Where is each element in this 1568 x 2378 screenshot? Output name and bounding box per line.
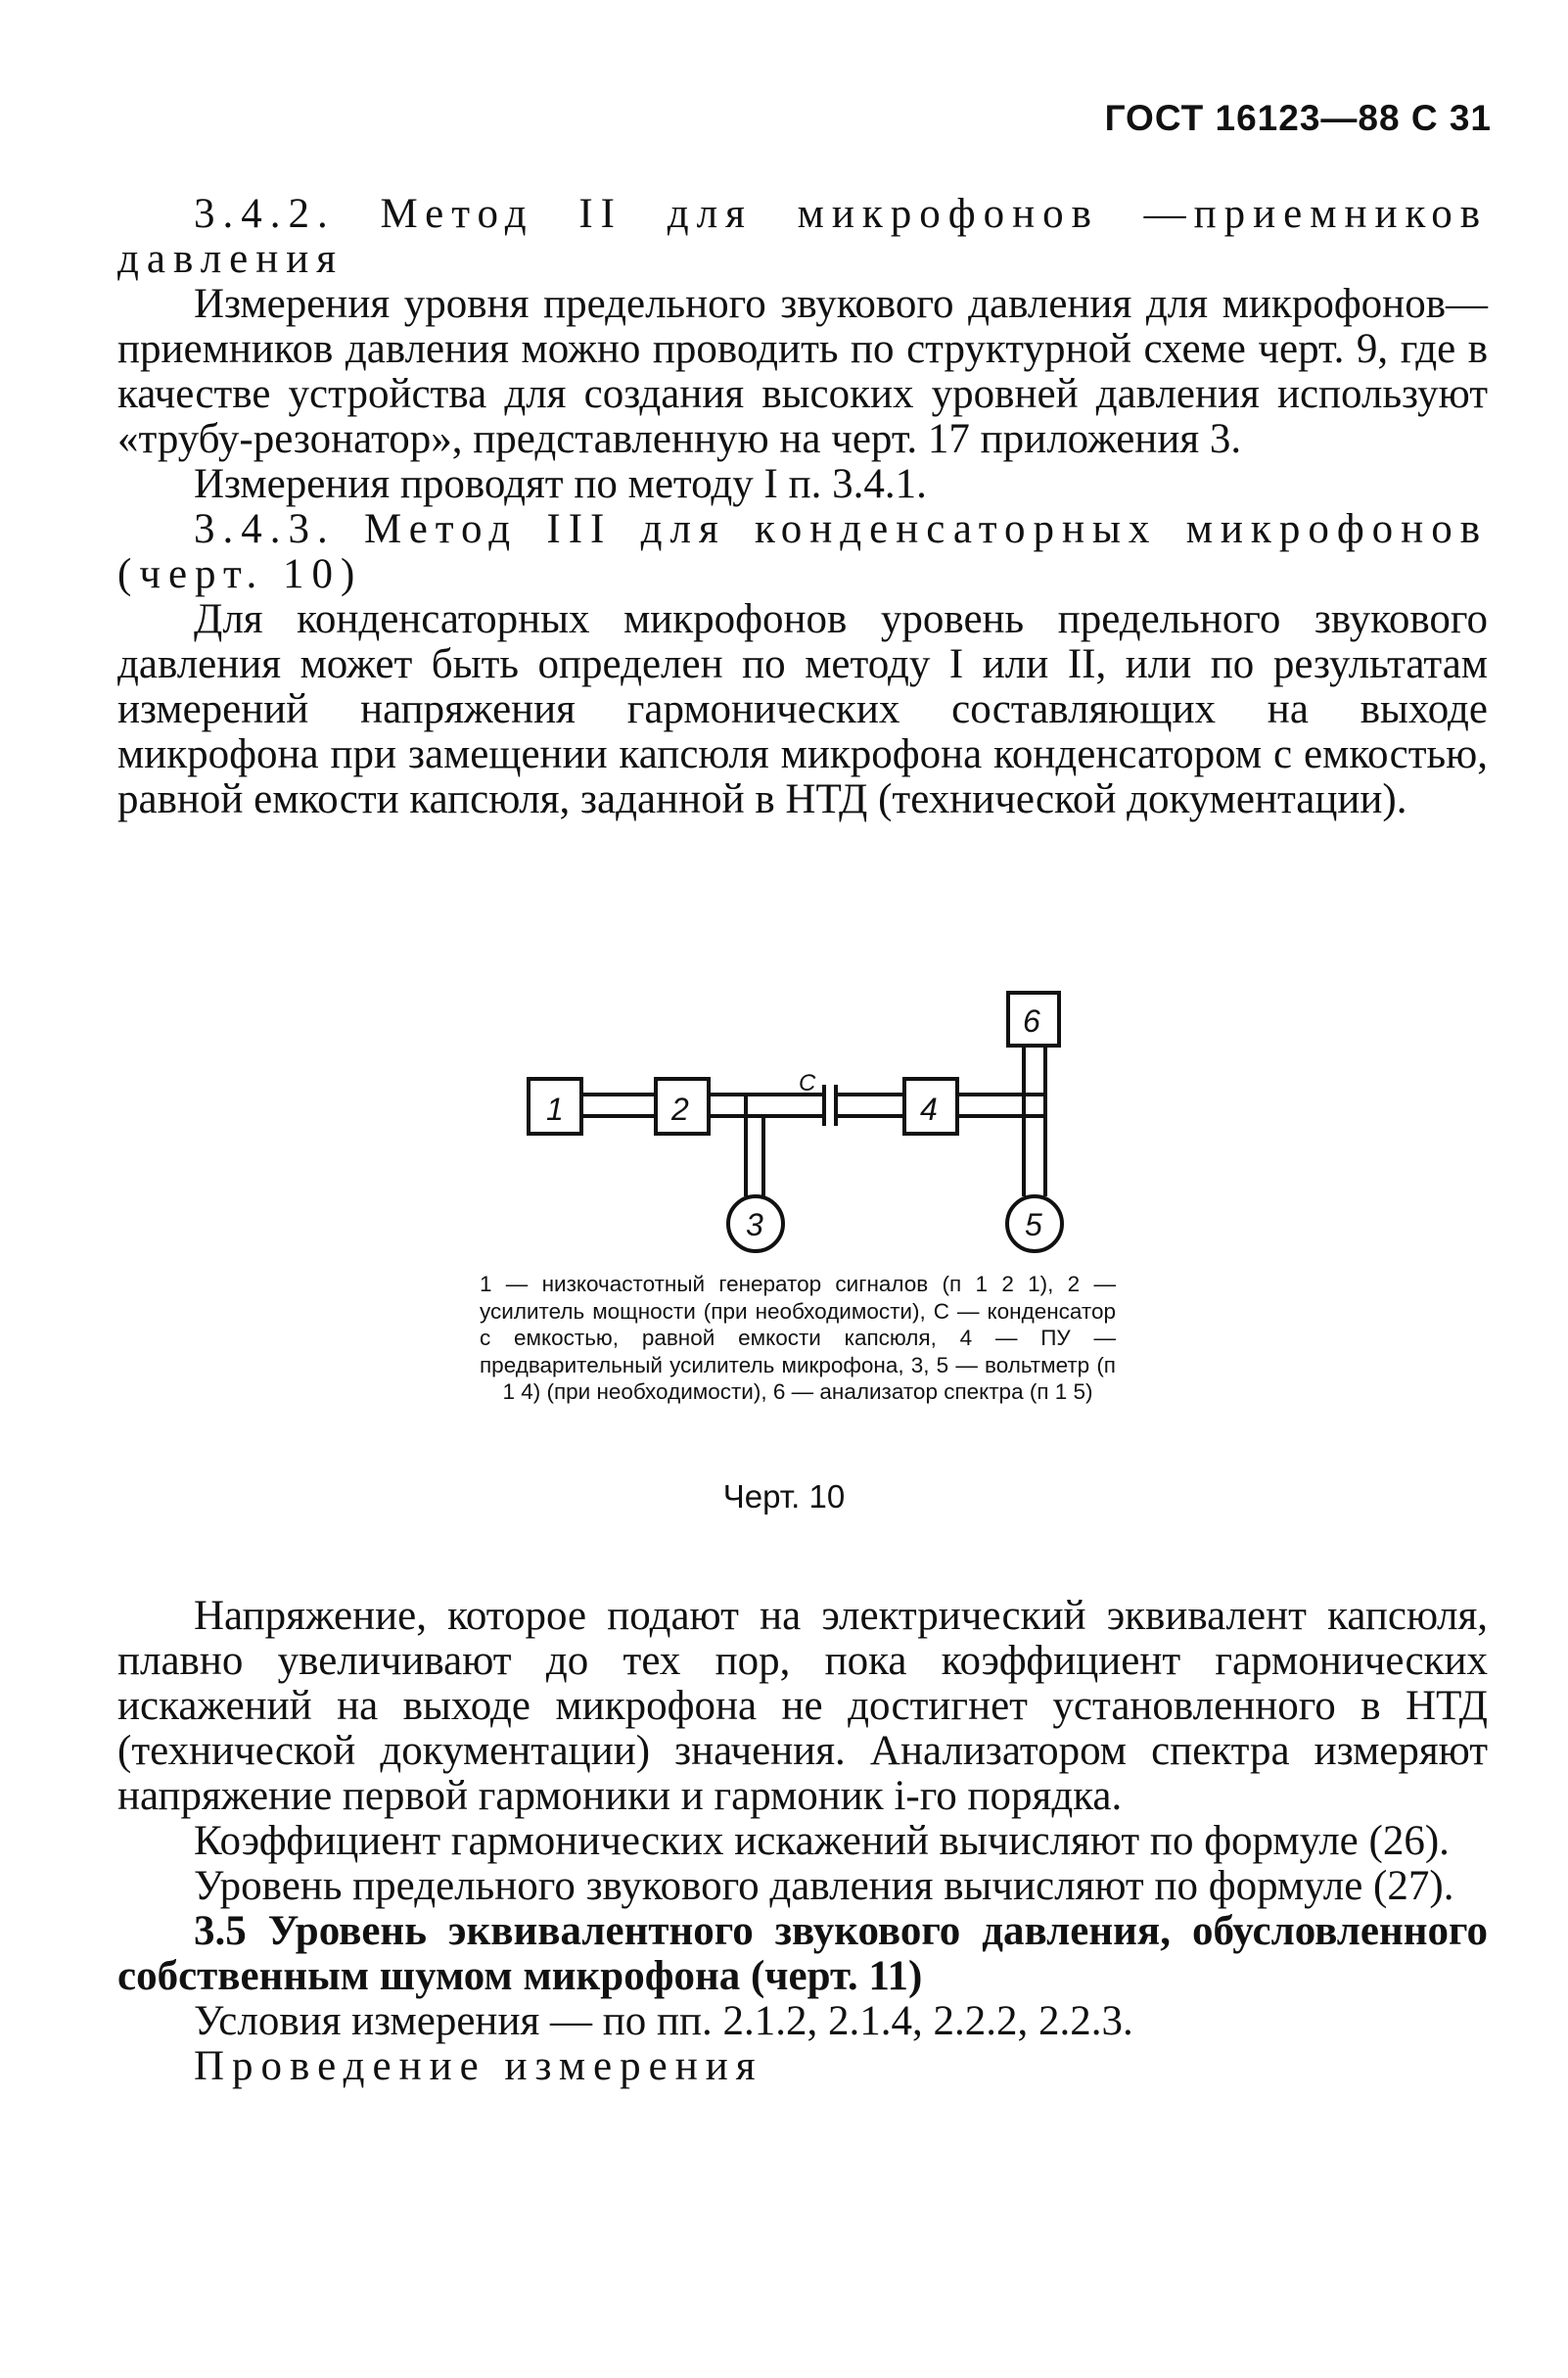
section-3-4-2-paragraph: Измерения уровня предельного звукового давления для микрофонов—приемников давления можно проводить по структурной схеме черт. 9, где в качестве устройства для создания высоких уровней давления используют «трубу-резонатор», представленную на черт. 17 приложения 3. bbox=[117, 281, 1488, 462]
bottom-text-block bbox=[117, 1594, 1488, 2089]
block-4-label: 4 bbox=[920, 1092, 938, 1127]
section-3-5-procedure: Проведение измерения bbox=[194, 2043, 763, 2089]
formula-26-note: Коэффициент гармонических искажений вычисляют по формуле (26). bbox=[194, 1818, 1450, 1864]
section-3-4-3-title: 3.4.3. Метод III для конденсаторных микрофонов (черт. 10) bbox=[117, 506, 1488, 597]
block-2-label: 2 bbox=[671, 1092, 689, 1127]
section-3-4-3-paragraph: Для конденсаторных микрофонов уровень предельного звукового давления может быть определен по методу I или II, или по результатам измерений напряжения гармонических составляющих на выходе микрофона при замещении капсюля микрофона конденсатором с емкостью, равной емкости капсюля, заданной в НТД (технической документации). bbox=[117, 596, 1488, 822]
section-3-4-2-method-note: Измерения проводят по методу I п. 3.4.1. bbox=[194, 461, 927, 507]
block-1-label: 1 bbox=[546, 1092, 564, 1127]
circle-5-label: 5 bbox=[1025, 1207, 1042, 1242]
circle-3-label: 3 bbox=[746, 1207, 763, 1242]
section-3-4-2-title: 3.4.2. Метод II для микрофонов —приемников давления bbox=[117, 191, 1488, 282]
block-6-label: 6 bbox=[1023, 1003, 1040, 1039]
figure-title: Черт. 10 bbox=[722, 1478, 846, 1515]
block-diagram bbox=[489, 969, 1116, 1263]
section-3-5-conditions: Условия измерения — по пп. 2.1.2, 2.1.4, 2.2.2, 2.2.3. bbox=[194, 1998, 1133, 2044]
section-3-5-title: 3.5 Уровень эквивалентного звукового давления, обусловленного собственным шумом микрофона (черт. 11) bbox=[117, 1908, 1488, 1999]
after-figure-paragraph: Напряжение, которое подают на электрический эквивалент капсюля, плавно увеличивают до тех пор, пока коэффициент гармонических искажений на выходе микрофона не достигнет установленного в НТД (технической документации) значения. Анализатором спектра измеряют напряжение первой гармоники и гармоник i-го порядка. bbox=[117, 1593, 1488, 1819]
formula-27-note: Уровень предельного звукового давления вычисляют по формуле (27). bbox=[194, 1863, 1454, 1909]
page-header: ГОСТ 16123—88 С 31 bbox=[1104, 98, 1492, 138]
top-text-block bbox=[117, 192, 1488, 822]
capacitor-label: C bbox=[799, 1070, 816, 1096]
figure-caption: 1 — низкочастотный генератор сигналов (п 1 2 1), 2 — усилитель мощности (при необходимости), С — конденсатор с емкостью, равной емкости капсюля, 4 — ПУ — предварительный усилитель микрофона, 3, 5 — вольтметр (п 1 4) (при необходимости), 6 — анализатор спектра (п 1 5) bbox=[480, 1272, 1116, 1404]
